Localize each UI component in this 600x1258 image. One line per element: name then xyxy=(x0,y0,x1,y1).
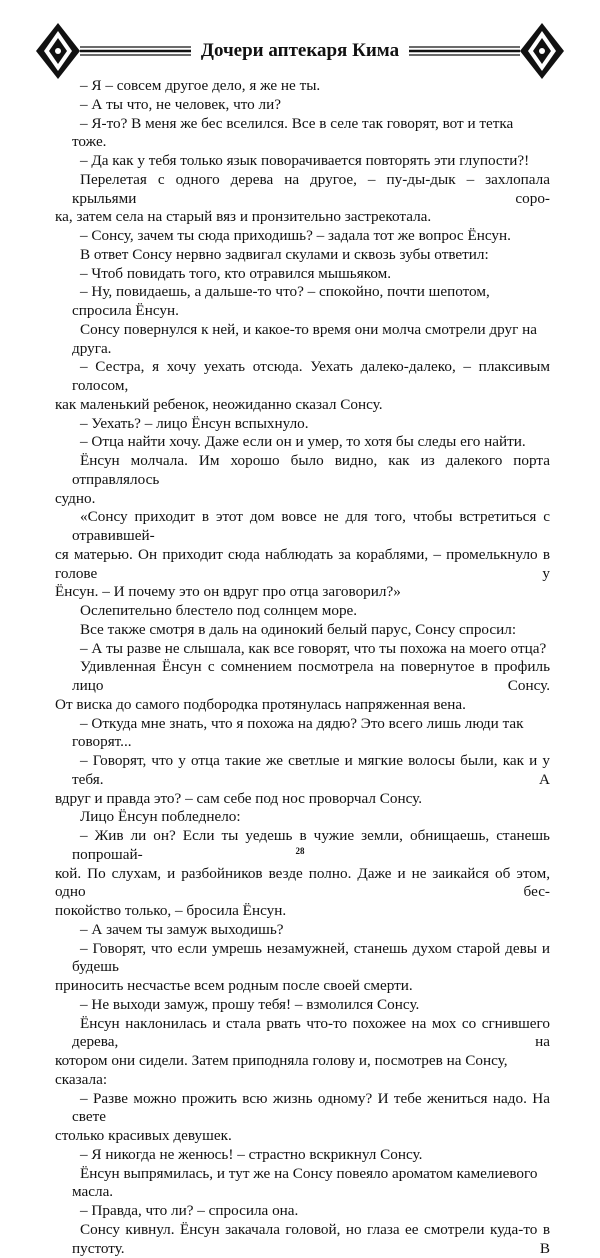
text-line: – А ты разве не слышала, как все говорят, что ты похожа на моего отца? xyxy=(80,639,547,657)
text-line: – Отца найти хочу. Даже если он и умер, то хотя бы следы его найти. xyxy=(80,433,526,451)
text-line: – Сонсу, зачем ты сюда приходишь? – задала тот же вопрос Ёнсун. xyxy=(80,227,511,244)
text-line: Ёнсун выпрямилась, и тут же на Сонсу повеяло ароматом камелиевого масла. xyxy=(72,1164,538,1201)
text-line: – Говорят, что у отца такие же светлые и мягкие волосы были, как и у тебя. А xyxy=(72,752,550,788)
text-line: – Жив ли он? Если ты уедешь в чужие земли, обнищаешь, станешь попрошай- xyxy=(72,827,550,863)
header-title-wrap xyxy=(20,40,580,62)
text-line: – Ну, повидаешь, а дальше-то что? – спокойно, почти шепотом, спросила Ёнсун. xyxy=(72,283,490,319)
header-title: Дочери аптекаря Кима xyxy=(191,40,409,61)
text-line: – Уехать? – лицо Ёнсун вспыхнуло. xyxy=(80,414,309,432)
text-line: – Говорят, что если умрешь незамужней, станешь духом старой девы и будешь xyxy=(72,939,550,976)
text-line: Сонсу повернулся к ней, и какое-то время они молча смотрели друг на друга. xyxy=(72,320,537,357)
text-line: котором они сидели. Затем приподняла голову и, посмотрев на Сонсу, сказала: xyxy=(55,1052,508,1088)
text-line: ка, затем села на старый вяз и пронзительно застрекотала. xyxy=(55,208,432,226)
text-line: Ёнсун наклонилась и стала рвать что-то похожее на мох со сгнившего дерева, на xyxy=(72,1014,550,1051)
running-header xyxy=(20,20,580,82)
body-text xyxy=(55,77,550,1258)
text-line: «Сонсу приходит в этот дом вовсе не для того, чтобы встретиться с отравившей- xyxy=(72,508,550,544)
text-line: – Откуда мне знать, что я похожа на дядю? Это всего лишь люди так говорят... xyxy=(72,714,524,751)
text-line: Ослепительно блестело под солнцем море. xyxy=(80,602,358,619)
text-line: Ёнсун молчала. Им хорошо было видно, как из далекого порта отправлялось xyxy=(72,452,550,488)
text-line: – Разве можно прожить всю жизнь одному? И тебе жениться надо. На свете xyxy=(72,1089,550,1126)
text-line: Сонсу кивнул. Ёнсун закачала головой, но глаза ее смотрели куда-то в пустоту. В xyxy=(72,1220,550,1257)
text-line: Удивленная Ёнсун с сомнением посмотрела на повернутое в профиль лицо Сонсу. xyxy=(72,658,550,694)
text-line: как маленький ребенок, неожиданно сказал Сонсу. xyxy=(55,395,383,413)
text-line: – Я – совсем другое дело, я же не ты. xyxy=(80,77,321,94)
page-number: 28 xyxy=(295,846,305,856)
text-line: – Я-то? В меня же бес вселился. Все в селе так говорят, вот и тетка тоже. xyxy=(72,114,514,151)
text-line: От виска до самого подбородка протянулась напряженная вена. xyxy=(55,695,466,713)
text-line: – Сестра, я хочу уехать отсюда. Уехать далеко-далеко, – плаксивым голосом, xyxy=(72,358,550,394)
text-line: столько красивых девушек. xyxy=(55,1127,232,1144)
text-line: покойство только, – бросила Ёнсун. xyxy=(55,902,287,919)
text-line: судно. xyxy=(55,489,96,507)
text-line: – Да как у тебя только язык поворачивается повторять эти глупости?! xyxy=(80,152,530,169)
text-line: ся матерью. Он приходит сюда наблюдать за кораблями, – промелькнуло в голове у xyxy=(55,545,550,582)
text-line: – А ты что, не человек, что ли? xyxy=(80,95,281,113)
text-line: Ёнсун. – И почему это он вдруг про отца заговорил?» xyxy=(55,583,401,601)
text-line: Все также смотря в даль на одинокий белый парус, Сонсу спросил: xyxy=(80,620,517,638)
text-line: – Чтоб повидать того, кто отравился мышьяком. xyxy=(80,264,392,282)
text-line: вдруг и правда это? – сам себе под нос проворчал Сонсу. xyxy=(55,789,423,807)
text-line: – Не выходи замуж, прошу тебя! – взмолился Сонсу. xyxy=(80,995,420,1013)
text-line: приносить несчастье всем родным после своей смерти. xyxy=(55,977,413,994)
text-line: – Правда, что ли? – спросила она. xyxy=(80,1202,299,1219)
text-line: Перелетая с одного дерева на другое, – пу-ды-дык – захлопала крыльями соро- xyxy=(72,170,550,207)
text-line: В ответ Сонсу нервно задвигал скулами и сквозь зубы ответил: xyxy=(80,245,489,263)
text-line: – А зачем ты замуж выходишь? xyxy=(80,920,284,938)
text-line: – Я никогда не женюсь! – страстно вскрикнул Сонсу. xyxy=(80,1145,423,1163)
text-line: кой. По слухам, и разбойников везде полно. Даже и не заикайся об этом, одно бес- xyxy=(55,864,550,901)
text-line: Лицо Ёнсун побледнело: xyxy=(80,808,241,826)
